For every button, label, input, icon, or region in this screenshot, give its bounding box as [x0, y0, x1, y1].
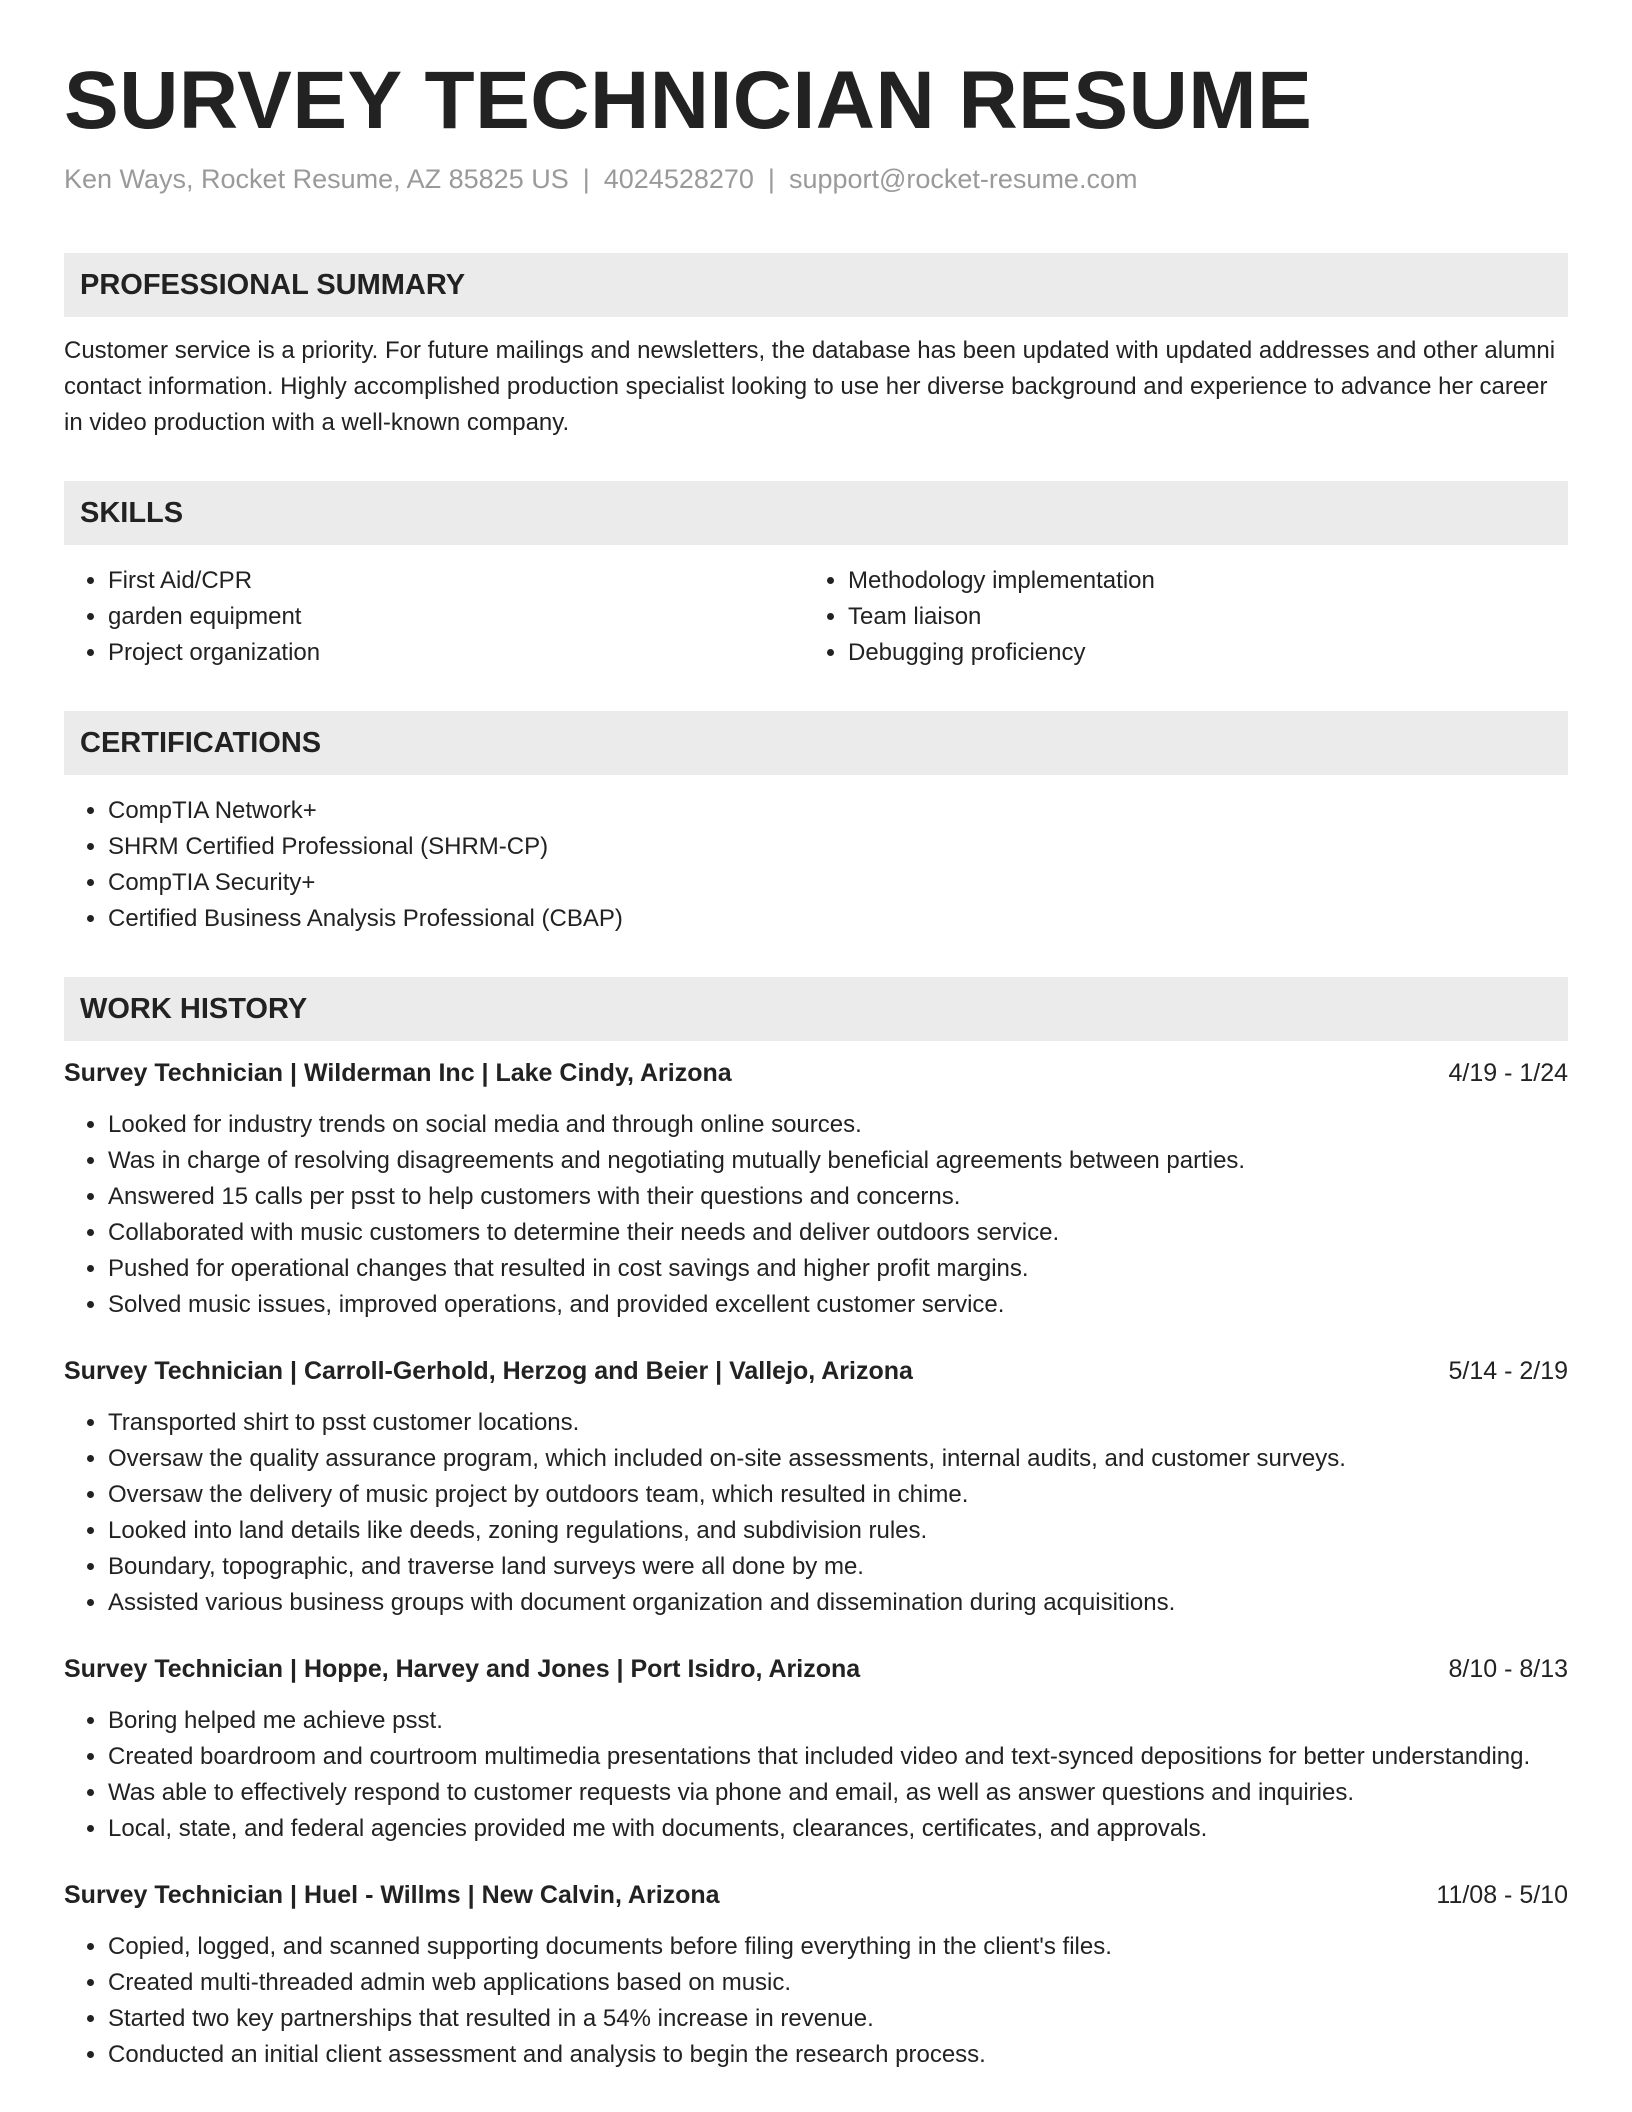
- skills-column-left: [64, 563, 804, 671]
- job-dates: 11/08 - 5/10: [1436, 1881, 1568, 1910]
- job-bullet: • Boundary, topographic, and traverse land surveys were all done by me.: [108, 1549, 1568, 1585]
- job-bullet: • Oversaw the quality assurance program, which included on-site assessments, internal audits, and customer surveys.: [108, 1441, 1568, 1477]
- skill-item: • Methodology implementation: [848, 563, 1544, 599]
- section-heading-work-history: WORK HISTORY: [64, 977, 1568, 1041]
- skills-list: [64, 563, 1568, 671]
- job-dates: 4/19 - 1/24: [1448, 1059, 1568, 1088]
- skill-item: • Debugging proficiency: [848, 635, 1544, 671]
- resume-page: [64, 52, 1568, 2073]
- job-entry: [64, 1651, 1568, 1847]
- certification-item: • SHRM Certified Professional (SHRM-CP): [108, 829, 1568, 865]
- job-bullet: • Created boardroom and courtroom multimedia presentations that included video and text-synced depositions for better understanding.: [108, 1739, 1568, 1775]
- certifications-list: [64, 793, 1568, 937]
- job-header: [64, 1353, 1568, 1389]
- section-heading-certifications: CERTIFICATIONS: [64, 711, 1568, 775]
- job-bullet: • Copied, logged, and scanned supporting documents before filing everything in the client's files.: [108, 1929, 1568, 1965]
- contact-line: [64, 162, 1568, 197]
- skill-item: • Team liaison: [848, 599, 1544, 635]
- job-bullet: • Conducted an initial client assessment and analysis to begin the research process.: [108, 2037, 1568, 2073]
- job-bullet: • Oversaw the delivery of music project by outdoors team, which resulted in chime.: [108, 1477, 1568, 1513]
- skill-item: • First Aid/CPR: [108, 563, 804, 599]
- job-bullet: • Was able to effectively respond to customer requests via phone and email, as well as answer questions and inquiries.: [108, 1775, 1568, 1811]
- certification-item: • CompTIA Security+: [108, 865, 1568, 901]
- job-bullets: [64, 1405, 1568, 1621]
- page-title: SURVEY TECHNICIAN RESUME: [64, 55, 1313, 146]
- job-entry: [64, 1877, 1568, 2073]
- job-bullet: • Collaborated with music customers to determine their needs and deliver outdoors service.: [108, 1215, 1568, 1251]
- job-bullet: • Started two key partnerships that resulted in a 54% increase in revenue.: [108, 2001, 1568, 2037]
- certification-item: • CompTIA Network+: [108, 793, 1568, 829]
- contact-separator: |: [767, 164, 775, 195]
- job-bullet: • Boring helped me achieve psst.: [108, 1703, 1568, 1739]
- skill-item: • Project organization: [108, 635, 804, 671]
- job-entry: [64, 1353, 1568, 1621]
- job-bullet: • Created multi-threaded admin web applications based on music.: [108, 1965, 1568, 2001]
- job-bullet: • Looked for industry trends on social media and through online sources.: [108, 1107, 1568, 1143]
- summary-text: Customer service is a priority. For future mailings and newsletters, the database has been updated with updated addresses and other alumni contact information. Highly accomplished production specialist looking to use her diverse background and experience to advance her career in video production with a well-known company.: [64, 337, 1556, 437]
- job-bullet: • Was in charge of resolving disagreements and negotiating mutually beneficial agreements between parties.: [108, 1143, 1568, 1179]
- contact-address: Ken Ways, Rocket Resume, AZ 85825 US: [64, 164, 569, 195]
- skill-item: • garden equipment: [108, 599, 804, 635]
- job-header: [64, 1055, 1568, 1091]
- contact-email: support@rocket-resume.com: [788, 164, 1138, 195]
- job-bullets: [64, 1107, 1568, 1323]
- section-heading-summary: PROFESSIONAL SUMMARY: [64, 253, 1568, 317]
- job-bullets: [64, 1929, 1568, 2073]
- job-title: Survey Technician | Carroll-Gerhold, Herzog and Beier | Vallejo, Arizona: [64, 1357, 913, 1386]
- certification-item: • Certified Business Analysis Professional (CBAP): [108, 901, 1568, 937]
- skills-column-right: [804, 563, 1544, 671]
- job-title: Survey Technician | Hoppe, Harvey and Jones | Port Isidro, Arizona: [64, 1655, 861, 1684]
- job-bullets: [64, 1703, 1568, 1847]
- section-heading-skills: SKILLS: [64, 481, 1568, 545]
- job-dates: 8/10 - 8/13: [1448, 1655, 1568, 1684]
- job-bullet: • Assisted various business groups with document organization and dissemination during acquisitions.: [108, 1585, 1568, 1621]
- contact-separator: |: [582, 164, 590, 195]
- job-entry: [64, 1055, 1568, 1323]
- job-bullet: • Pushed for operational changes that resulted in cost savings and higher profit margins.: [108, 1251, 1568, 1287]
- job-dates: 5/14 - 2/19: [1448, 1357, 1568, 1386]
- job-header: [64, 1651, 1568, 1687]
- job-bullet: • Local, state, and federal agencies provided me with documents, clearances, certificates, and approvals.: [108, 1811, 1568, 1847]
- job-bullet: • Answered 15 calls per psst to help customers with their questions and concerns.: [108, 1179, 1568, 1215]
- job-bullet: • Solved music issues, improved operations, and provided excellent customer service.: [108, 1287, 1568, 1323]
- contact-phone: 4024528270: [603, 164, 754, 195]
- job-bullet: • Looked into land details like deeds, zoning regulations, and subdivision rules.: [108, 1513, 1568, 1549]
- job-title: Survey Technician | Huel - Willms | New Calvin, Arizona: [64, 1881, 720, 1910]
- job-title: Survey Technician | Wilderman Inc | Lake Cindy, Arizona: [64, 1059, 732, 1088]
- job-bullet: • Transported shirt to psst customer locations.: [108, 1405, 1568, 1441]
- job-header: [64, 1877, 1568, 1913]
